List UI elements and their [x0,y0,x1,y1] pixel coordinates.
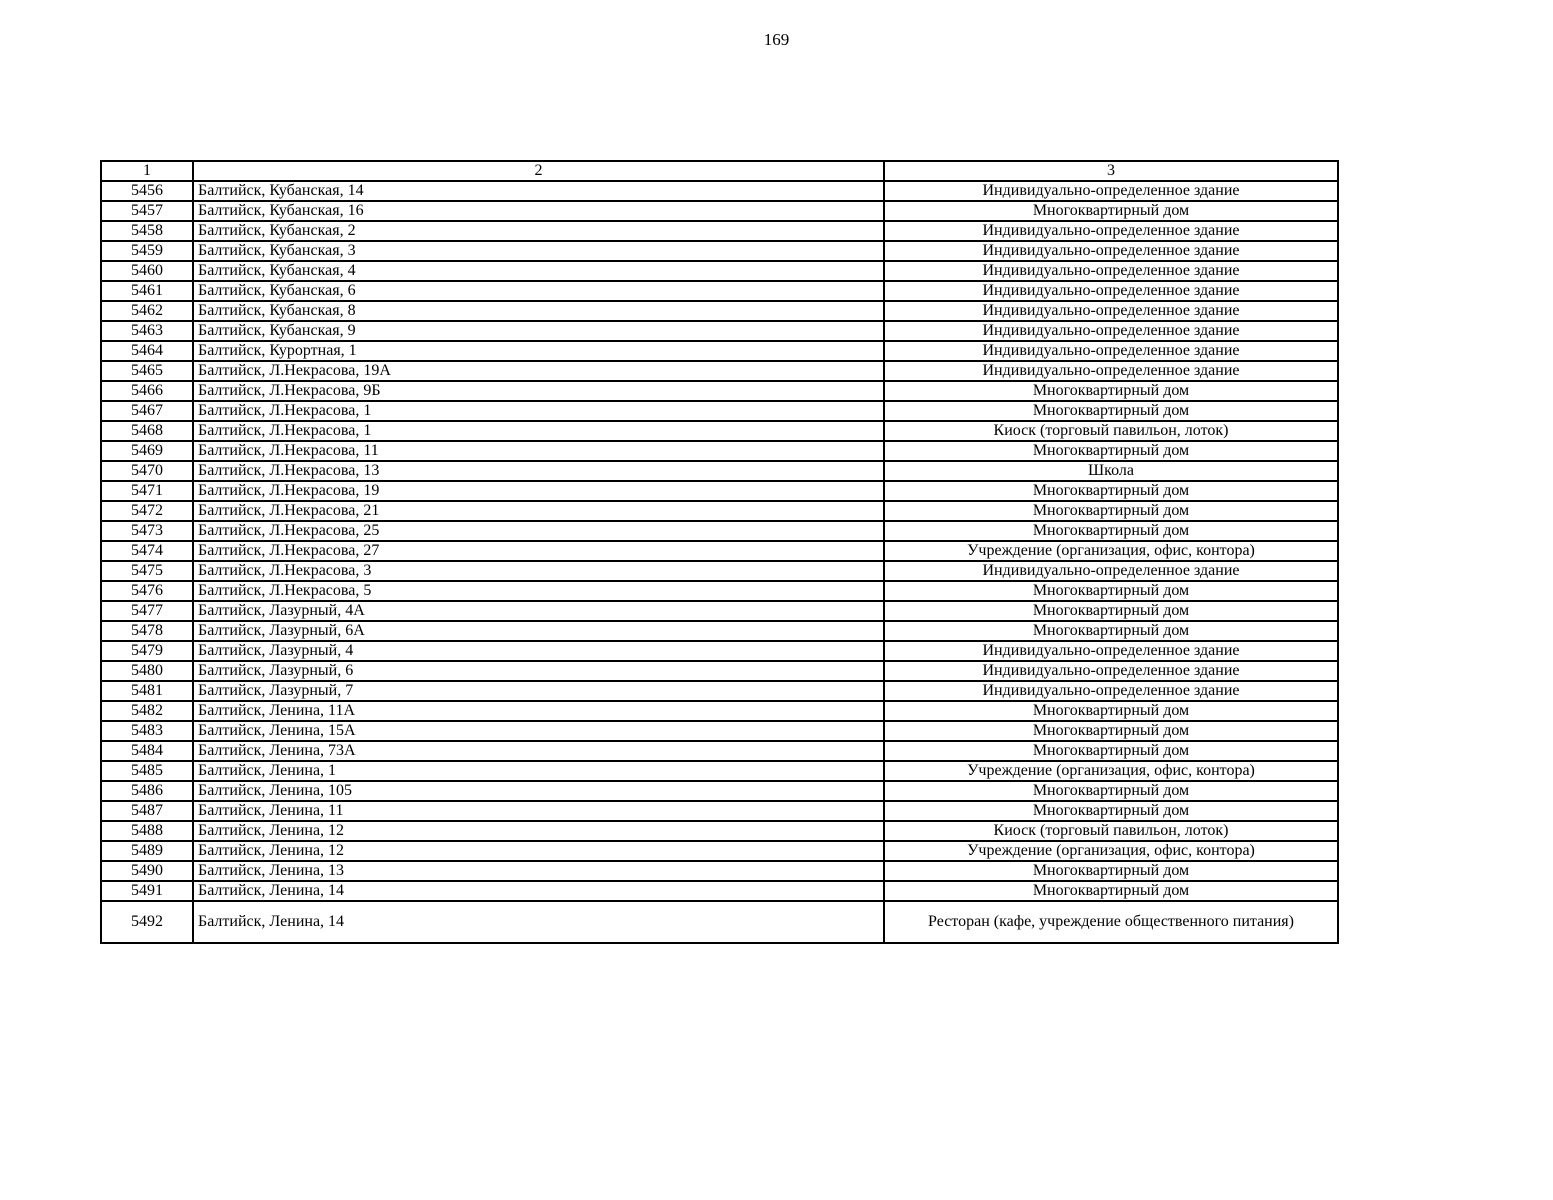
table-row [101,801,1338,821]
address-cell: Балтийск, Ленина, 73А [193,741,884,761]
object-type-cell: Многоквартирный дом [884,381,1338,401]
row-number-cell: 5469 [101,441,193,461]
address-cell: Балтийск, Кубанская, 9 [193,321,884,341]
row-number-cell: 5473 [101,521,193,541]
table-row [101,721,1338,741]
object-type-cell: Индивидуально-определенное здание [884,561,1338,581]
row-number-cell: 5477 [101,601,193,621]
column-header-2: 2 [193,161,884,181]
object-type-cell: Многоквартирный дом [884,701,1338,721]
row-number-cell: 5486 [101,781,193,801]
table-row [101,761,1338,781]
table-row [101,301,1338,321]
row-number-cell: 5484 [101,741,193,761]
table-row [101,561,1338,581]
row-number-cell: 5488 [101,821,193,841]
object-type-cell: Индивидуально-определенное здание [884,321,1338,341]
address-cell: Балтийск, Л.Некрасова, 11 [193,441,884,461]
address-cell: Балтийск, Ленина, 12 [193,821,884,841]
row-number-cell: 5481 [101,681,193,701]
row-number-cell: 5471 [101,481,193,501]
row-number-cell: 5468 [101,421,193,441]
row-number-cell: 5466 [101,381,193,401]
address-cell: Балтийск, Л.Некрасова, 13 [193,461,884,481]
row-number-cell: 5487 [101,801,193,821]
address-cell: Балтийск, Л.Некрасова, 19А [193,361,884,381]
address-cell: Балтийск, Ленина, 11А [193,701,884,721]
object-type-cell: Индивидуально-определенное здание [884,181,1338,201]
object-type-cell: Индивидуально-определенное здание [884,361,1338,381]
address-cell: Балтийск, Ленина, 15А [193,721,884,741]
row-number-cell: 5470 [101,461,193,481]
object-type-cell: Многоквартирный дом [884,781,1338,801]
row-number-cell: 5474 [101,541,193,561]
address-cell: Балтийск, Кубанская, 8 [193,301,884,321]
object-type-cell: Многоквартирный дом [884,521,1338,541]
address-cell: Балтийск, Ленина, 12 [193,841,884,861]
address-cell: Балтийск, Л.Некрасова, 5 [193,581,884,601]
address-cell: Балтийск, Ленина, 1 [193,761,884,781]
table-row [101,481,1338,501]
address-cell: Балтийск, Л.Некрасова, 3 [193,561,884,581]
row-number-cell: 5456 [101,181,193,201]
address-cell: Балтийск, Л.Некрасова, 19 [193,481,884,501]
object-type-cell: Учреждение (организация, офис, контора) [884,841,1338,861]
object-type-cell: Многоквартирный дом [884,501,1338,521]
object-type-cell: Многоквартирный дом [884,441,1338,461]
table-row [101,221,1338,241]
table-header [101,161,1338,181]
address-cell: Балтийск, Ленина, 14 [193,881,884,901]
object-type-cell: Многоквартирный дом [884,801,1338,821]
object-type-cell: Многоквартирный дом [884,481,1338,501]
object-type-cell: Индивидуально-определенное здание [884,221,1338,241]
table-row [101,661,1338,681]
object-type-cell: Многоквартирный дом [884,401,1338,421]
address-cell: Балтийск, Л.Некрасова, 1 [193,401,884,421]
table-row [101,881,1338,901]
row-number-cell: 5457 [101,201,193,221]
table-row [101,501,1338,521]
table-row [101,781,1338,801]
row-number-cell: 5475 [101,561,193,581]
table-row [101,201,1338,221]
table-row [101,461,1338,481]
row-number-cell: 5462 [101,301,193,321]
row-number-cell: 5482 [101,701,193,721]
address-cell: Балтийск, Л.Некрасова, 1 [193,421,884,441]
table-row [101,521,1338,541]
object-type-cell: Киоск (торговый павильон, лоток) [884,821,1338,841]
table-row [101,441,1338,461]
header-row [101,161,1338,181]
object-type-cell: Многоквартирный дом [884,881,1338,901]
address-cell: Балтийск, Л.Некрасова, 27 [193,541,884,561]
object-type-cell: Многоквартирный дом [884,201,1338,221]
table-row [101,841,1338,861]
table-row [101,601,1338,621]
address-cell: Балтийск, Ленина, 11 [193,801,884,821]
object-type-cell: Киоск (торговый павильон, лоток) [884,421,1338,441]
address-cell: Балтийск, Кубанская, 6 [193,281,884,301]
object-type-cell: Учреждение (организация, офис, контора) [884,541,1338,561]
table-row [101,681,1338,701]
object-type-cell: Индивидуально-определенное здание [884,261,1338,281]
address-cell: Балтийск, Лазурный, 4 [193,641,884,661]
row-number-cell: 5464 [101,341,193,361]
object-type-cell: Многоквартирный дом [884,721,1338,741]
object-type-cell: Индивидуально-определенное здание [884,641,1338,661]
object-type-cell: Многоквартирный дом [884,621,1338,641]
table-row [101,541,1338,561]
object-type-cell: Учреждение (организация, офис, контора) [884,761,1338,781]
object-type-cell: Многоквартирный дом [884,861,1338,881]
table-row [101,321,1338,341]
row-number-cell: 5478 [101,621,193,641]
table-row [101,741,1338,761]
address-cell: Балтийск, Кубанская, 4 [193,261,884,281]
row-number-cell: 5465 [101,361,193,381]
object-type-cell: Индивидуально-определенное здание [884,661,1338,681]
table-row [101,281,1338,301]
table-row [101,341,1338,361]
table-row [101,581,1338,601]
address-cell: Балтийск, Л.Некрасова, 9Б [193,381,884,401]
row-number-cell: 5491 [101,881,193,901]
row-number-cell: 5483 [101,721,193,741]
row-number-cell: 5460 [101,261,193,281]
address-cell: Балтийск, Л.Некрасова, 21 [193,501,884,521]
address-cell: Балтийск, Кубанская, 3 [193,241,884,261]
row-number-cell: 5479 [101,641,193,661]
row-number-cell: 5463 [101,321,193,341]
object-type-cell: Ресторан (кафе, учреждение общественного питания) [884,901,1338,943]
row-number-cell: 5472 [101,501,193,521]
table-row [101,181,1338,201]
address-cell: Балтийск, Кубанская, 2 [193,221,884,241]
object-type-cell: Индивидуально-определенное здание [884,241,1338,261]
address-cell: Балтийск, Курортная, 1 [193,341,884,361]
page-number: 169 [763,30,790,49]
table-row [101,261,1338,281]
table-row [101,621,1338,641]
row-number-cell: 5467 [101,401,193,421]
address-cell: Балтийск, Ленина, 105 [193,781,884,801]
object-type-cell: Многоквартирный дом [884,581,1338,601]
address-cell: Балтийск, Лазурный, 6А [193,621,884,641]
address-cell: Балтийск, Лазурный, 7 [193,681,884,701]
table-row [101,401,1338,421]
registry-table [100,160,1339,944]
object-type-cell: Многоквартирный дом [884,741,1338,761]
table-row [101,861,1338,881]
object-type-cell: Школа [884,461,1338,481]
row-number-cell: 5458 [101,221,193,241]
object-type-cell: Индивидуально-определенное здание [884,281,1338,301]
address-cell: Балтийск, Кубанская, 16 [193,201,884,221]
row-number-cell: 5459 [101,241,193,261]
row-number-cell: 5485 [101,761,193,781]
address-cell: Балтийск, Ленина, 14 [193,901,884,943]
address-cell: Балтийск, Лазурный, 6 [193,661,884,681]
object-type-cell: Индивидуально-определенное здание [884,301,1338,321]
row-number-cell: 5490 [101,861,193,881]
object-type-cell: Многоквартирный дом [884,601,1338,621]
table-body [101,181,1338,943]
address-cell: Балтийск, Ленина, 13 [193,861,884,881]
table-row [101,701,1338,721]
table-row [101,901,1338,943]
row-number-cell: 5489 [101,841,193,861]
row-number-cell: 5480 [101,661,193,681]
table-row [101,241,1338,261]
address-cell: Балтийск, Кубанская, 14 [193,181,884,201]
column-header-3: 3 [884,161,1338,181]
table-row [101,421,1338,441]
row-number-cell: 5492 [101,901,193,943]
row-number-cell: 5476 [101,581,193,601]
column-header-1: 1 [101,161,193,181]
table-row [101,361,1338,381]
object-type-cell: Индивидуально-определенное здание [884,341,1338,361]
object-type-cell: Индивидуально-определенное здание [884,681,1338,701]
table-row [101,821,1338,841]
address-cell: Балтийск, Лазурный, 4А [193,601,884,621]
row-number-cell: 5461 [101,281,193,301]
table-row [101,641,1338,661]
address-cell: Балтийск, Л.Некрасова, 25 [193,521,884,541]
table-row [101,381,1338,401]
